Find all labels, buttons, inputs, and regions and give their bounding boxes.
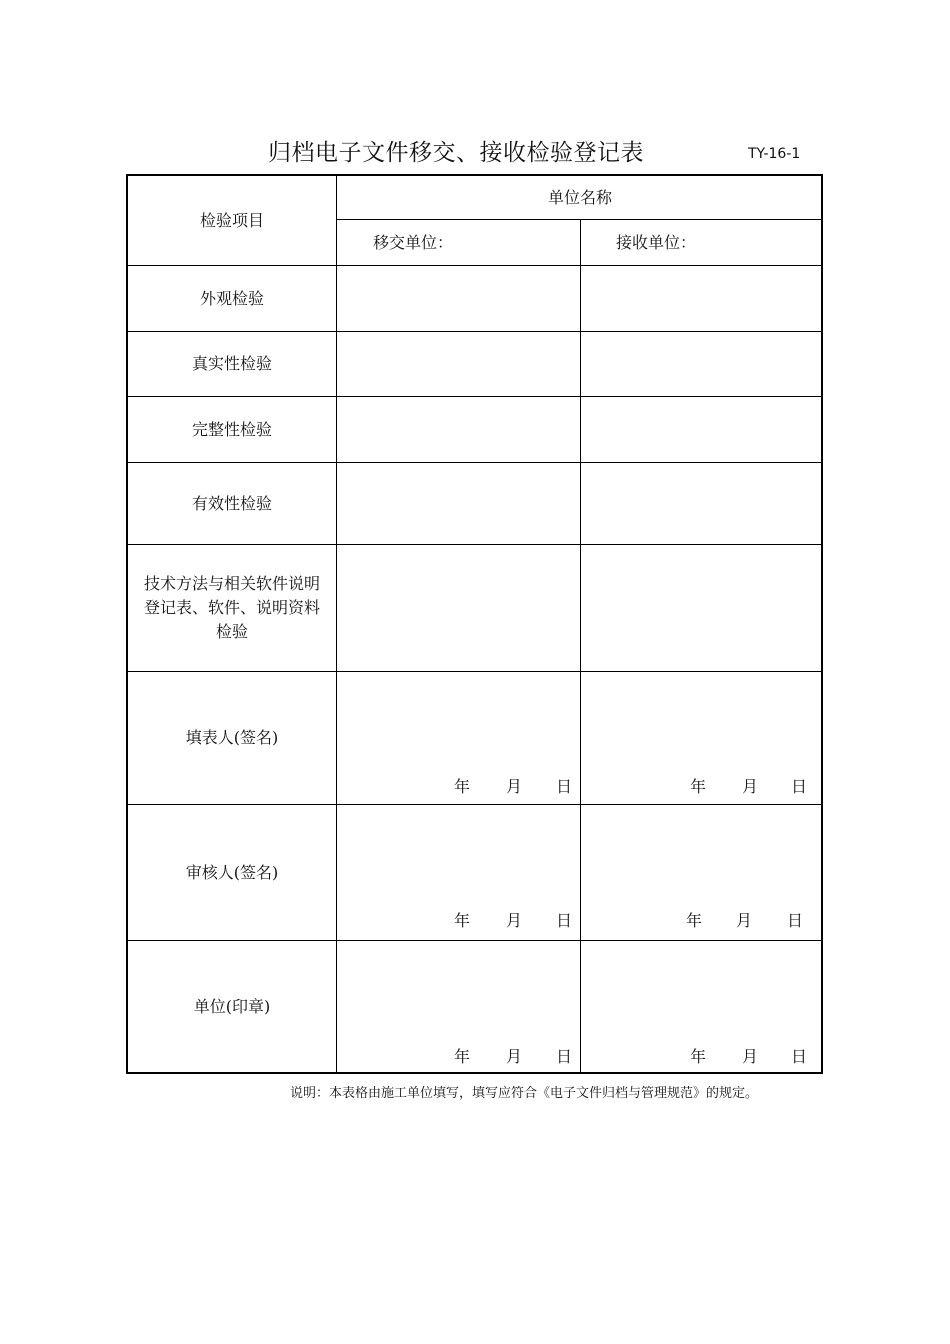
row-label: 审核人(签名) <box>185 862 279 882</box>
date-month: 月 <box>736 911 753 930</box>
date-year: 年 <box>454 911 471 930</box>
date-month: 月 <box>742 777 759 796</box>
date-day: 日 <box>791 777 808 796</box>
row-label: 填表人(签名) <box>185 728 279 747</box>
row-label: 完整性检验 <box>191 419 272 439</box>
check-item-header: 检验项目 <box>199 210 264 230</box>
date-month: 月 <box>506 911 523 930</box>
footnote: 说明：本表格由施工单位填写，填写应符合《电子文件归档与管理规范》的规定。 <box>290 1086 759 1101</box>
form-title: 归档电子文件移交、接收检验登记表 <box>268 140 644 166</box>
row-label: 单位(印章) <box>193 996 271 1016</box>
date-day: 日 <box>556 1047 573 1066</box>
unit-name-header: 单位名称 <box>547 187 612 207</box>
date-year: 年 <box>690 777 707 796</box>
date-month: 月 <box>742 1047 759 1066</box>
date-day: 日 <box>791 1047 808 1066</box>
date-year: 年 <box>454 1047 471 1066</box>
date-day: 日 <box>556 911 573 930</box>
date-year: 年 <box>690 1047 707 1066</box>
date-day: 日 <box>556 777 573 796</box>
date-month: 月 <box>506 1047 523 1066</box>
row-label: 技术方法与相关软件说明登记表、软件、说明资料检验 <box>143 574 320 641</box>
divider <box>580 220 581 1072</box>
inspection-table <box>126 174 823 1074</box>
row-label: 外观检验 <box>199 288 264 308</box>
receive-unit-label: 接收单位： <box>616 232 697 252</box>
date-year: 年 <box>454 777 471 796</box>
date-year: 年 <box>686 911 703 930</box>
form-code: TY-16-1 <box>748 146 801 162</box>
date-month: 月 <box>506 777 523 796</box>
row-label: 真实性检验 <box>191 354 272 373</box>
transfer-unit-label: 移交单位： <box>373 232 454 252</box>
divider <box>336 176 337 1072</box>
date-day: 日 <box>787 911 804 930</box>
row-label: 有效性检验 <box>191 493 272 513</box>
